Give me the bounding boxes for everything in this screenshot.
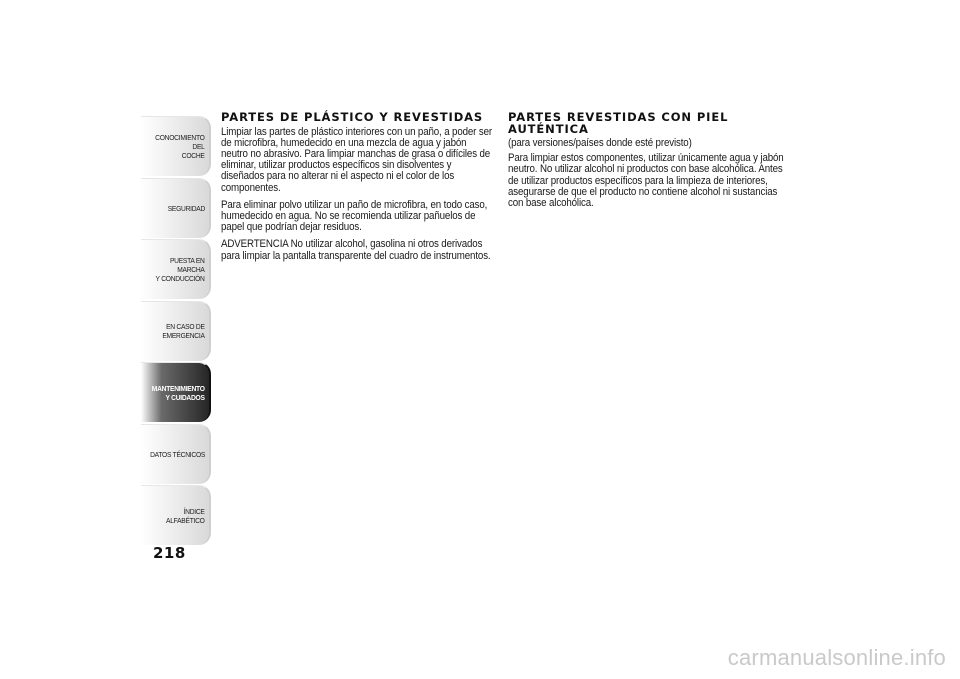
section-sidebar [141, 116, 211, 547]
tab-label: MANTENIMIENTO Y CUIDADOS [151, 383, 205, 402]
tab-label: CONOCIMIENTO DEL COCHE [155, 133, 205, 160]
tab-seguridad[interactable] [141, 178, 211, 238]
section-heading: PARTES DE PLÁSTICO Y REVESTIDAS [221, 110, 484, 124]
warning-paragraph: ADVERTENCIA No utilizar alcohol, gasolina ni otros derivados para limpiar la pantalla transparente del cuadro de instrumentos. [221, 238, 491, 262]
tab-label: SEGURIDAD [167, 203, 205, 213]
paragraph: Para limpiar estos componentes, utilizar únicamente agua y jabón neutro. No utilizar alcohol ni productos con base alcohólica. Antes de utilizar productos específicos para la limpieza de interiores, asegurarse de que el producto no contiene alcohol ni sustancias con base alcohólica. [508, 152, 784, 210]
tab-indice-alfabetico[interactable] [141, 485, 211, 545]
tab-label: PUESTA EN MARCHA Y CONDUCCIÓN [155, 256, 205, 283]
right-column [508, 112, 783, 215]
tab-label: EN CASO DE EMERGENCIA [162, 322, 205, 340]
availability-note: (para versiones/países donde esté previsto) [508, 137, 692, 149]
paragraph: Para eliminar polvo utilizar un paño de microfibra, en todo caso, humedecido en agua. No se recomienda utilizar pañuelos de papel que podrían dejar residuos. [221, 198, 488, 234]
tab-puesta-en-marcha[interactable] [141, 239, 211, 299]
tab-datos-tecnicos[interactable] [141, 424, 211, 484]
tab-mantenimiento-active[interactable] [141, 362, 211, 422]
tab-label: DATOS TÉCNICOS [149, 449, 205, 459]
tab-conocimiento-del-coche[interactable] [141, 116, 211, 176]
left-column [221, 112, 491, 268]
tab-en-caso-de-emergencia[interactable] [141, 301, 211, 361]
section-heading: PARTES REVESTIDAS CON PIEL AUTÉNTICA [508, 110, 729, 136]
tab-label: ÍNDICE ALFABÉTICO [166, 506, 205, 525]
paragraph: Limpiar las partes de plástico interiores con un paño, a poder ser de microfibra, humedecido en una mezcla de agua y jabón neutro no abrasivo. Para limpiar manchas de grasa o difíciles de eliminar, utilizar productos específicos sin disolventes y diseñados para no alterar ni el aspecto ni el color de los componentes. [221, 125, 492, 194]
page-number: 218 [153, 544, 186, 562]
watermark: carmanualsonline.info [727, 645, 946, 670]
